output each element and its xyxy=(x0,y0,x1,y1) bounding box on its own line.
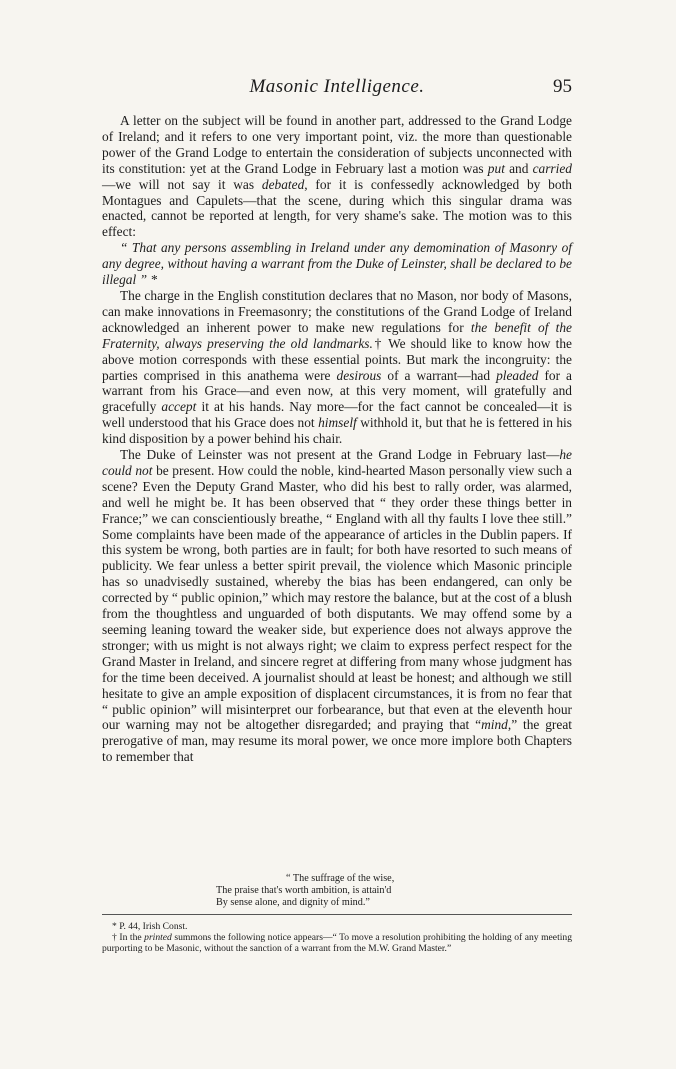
footnote-divider xyxy=(102,914,572,915)
p2-emph-pleaded: pleaded xyxy=(496,367,539,383)
p2-emph-accept: accept xyxy=(161,399,197,415)
p2-text-i: it at his hands. Nay more—for the fact cannot be concealed—it is well understood that his Grace does not xyxy=(102,399,572,431)
verse-line: By sense alone, and dignity of mind.” xyxy=(216,897,370,908)
paragraph-2 xyxy=(102,288,572,447)
running-title: Masonic Intelligence. xyxy=(249,76,425,97)
p2-text-k: withhold it, but that he is fettered in his kind disposition by a power behind his chair. xyxy=(102,415,572,447)
fn2-text-a: † In the xyxy=(112,932,145,943)
footnotes xyxy=(102,921,572,954)
p1-emph-put: put xyxy=(487,160,505,176)
p3-emph-could-not: he could not xyxy=(102,447,572,478)
p2-text-a: The charge in the English constitution declares that no Mason, nor body of Masons, can make innovations in Freemasonry; the constitutions of the Grand Lodge of Ireland acknowledged an inherent power to make new regulations for xyxy=(102,287,572,335)
p3-text-a: The Duke of Leinster was not present at the Grand Lodge in February last— xyxy=(120,447,560,463)
p2-text-g: for a warrant from his Grace—and even now, at this very moment, will gratefully and gracefully xyxy=(102,367,573,415)
verse-line: The praise that's worth ambition, is attain'd xyxy=(216,885,392,896)
p2-text-e: of a warrant—had xyxy=(381,367,497,383)
footnote-1: * P. 44, Irish Const. xyxy=(112,921,188,932)
motion-quote xyxy=(102,240,572,288)
p2-emph-benefit: the benefit of the Fraternity, always preserving the old landmarks. xyxy=(102,319,572,351)
p1-text-a: A letter on the subject will be found in another part, addressed to the Grand Lodge of Ireland; and it refers to one very important point, viz. the more than questionable power of the Grand Lodge to entertain the consideration of subjects unconnected with its constitution: yet at the Grand Lodge in February last a motion was xyxy=(102,113,572,176)
paragraph-1 xyxy=(102,113,572,240)
verse-quotation xyxy=(216,873,516,909)
p2-emph-desirous: desirous xyxy=(336,367,382,383)
motion-quote-text: “ That any persons assembling in Ireland under any demomination of Masonry of any degree, without having a warrant from the Duke of Leinster, shall be declared to be illegal ” * xyxy=(102,240,572,288)
p1-emph-carried: carried xyxy=(532,160,572,176)
p1-text-c: and xyxy=(504,160,533,176)
p1-text-e: —we will not say it was xyxy=(102,176,262,192)
p3-emph-mind: mind xyxy=(481,717,508,733)
body-text xyxy=(102,113,572,765)
p3-text-e: ,” the great prerogative of man, may resume its moral power, we once more implore both Chapters to remember that xyxy=(102,717,572,765)
p1-text-g: , for it is confessedly acknowledged by both Montagues and Capulets—that the scene, during which this singular drama was enacted, cannot be reported at length, for very shame's sake. The motion was to this effect: xyxy=(102,176,572,240)
paragraph-3 xyxy=(102,447,572,765)
page-number: 95 xyxy=(553,76,572,97)
p1-emph-debated: debated xyxy=(261,176,305,192)
p2-emph-himself: himself xyxy=(318,415,357,431)
page-header xyxy=(102,76,572,100)
verse-line: “ The suffrage of the wise, xyxy=(286,873,395,884)
p2-text-c: † We should like to know how the above motion corresponds with these essential points. But mark the incongruity: the parties comprised in this anathema were xyxy=(102,335,573,383)
footnote-2 xyxy=(102,932,572,954)
fn2-emph-printed: printed xyxy=(144,932,172,943)
fn2-text-c: summons the following notice appears—“ To move a resolution prohibiting the holding of any meeting purporting to be Masonic, without the sanction of a warrant from the M.W. Grand Master.” xyxy=(102,932,572,954)
p3-text-c: be present. How could the noble, kind-hearted Mason personally view such a scene? Even the Deputy Grand Master, who did his best to rally order, was alarmed, and well he might be. It has been observed that “ they order these things better in France;” we can conscientiously breathe, “ England with all thy faults I love thee still.” Some complaints have been made of the appearance of articles in the Dublin papers. If this system be wrong, both parties are in fault; for both have resorted to such means of publicity. We fear unless a better spirit prevail, the violence which Masonic principle has so unadvisedly sustained, whereby the bias has been endangered, can only be corrected by “ public opinion,” which may restore the balance, but at the cost of a blush from the thoughtless and unguarded of both disputants. We may offend some by a seeming leaning toward the weaker side, but experience does not always approve the stronger; with us might is not always right; we claim to express perfect respect for the Grand Master in Ireland, and sincere regret at differing from many whose judgment has for the time been deceived. A journalist should at least be honest; and although we still hesitate to give an ample exposition of displacent circumstances, it is from no fear that “ public opinion” will misinterpret our forbearance, but that even at the eleventh hour our warning may not be altogether disregarded; and praying that “ xyxy=(102,462,572,733)
